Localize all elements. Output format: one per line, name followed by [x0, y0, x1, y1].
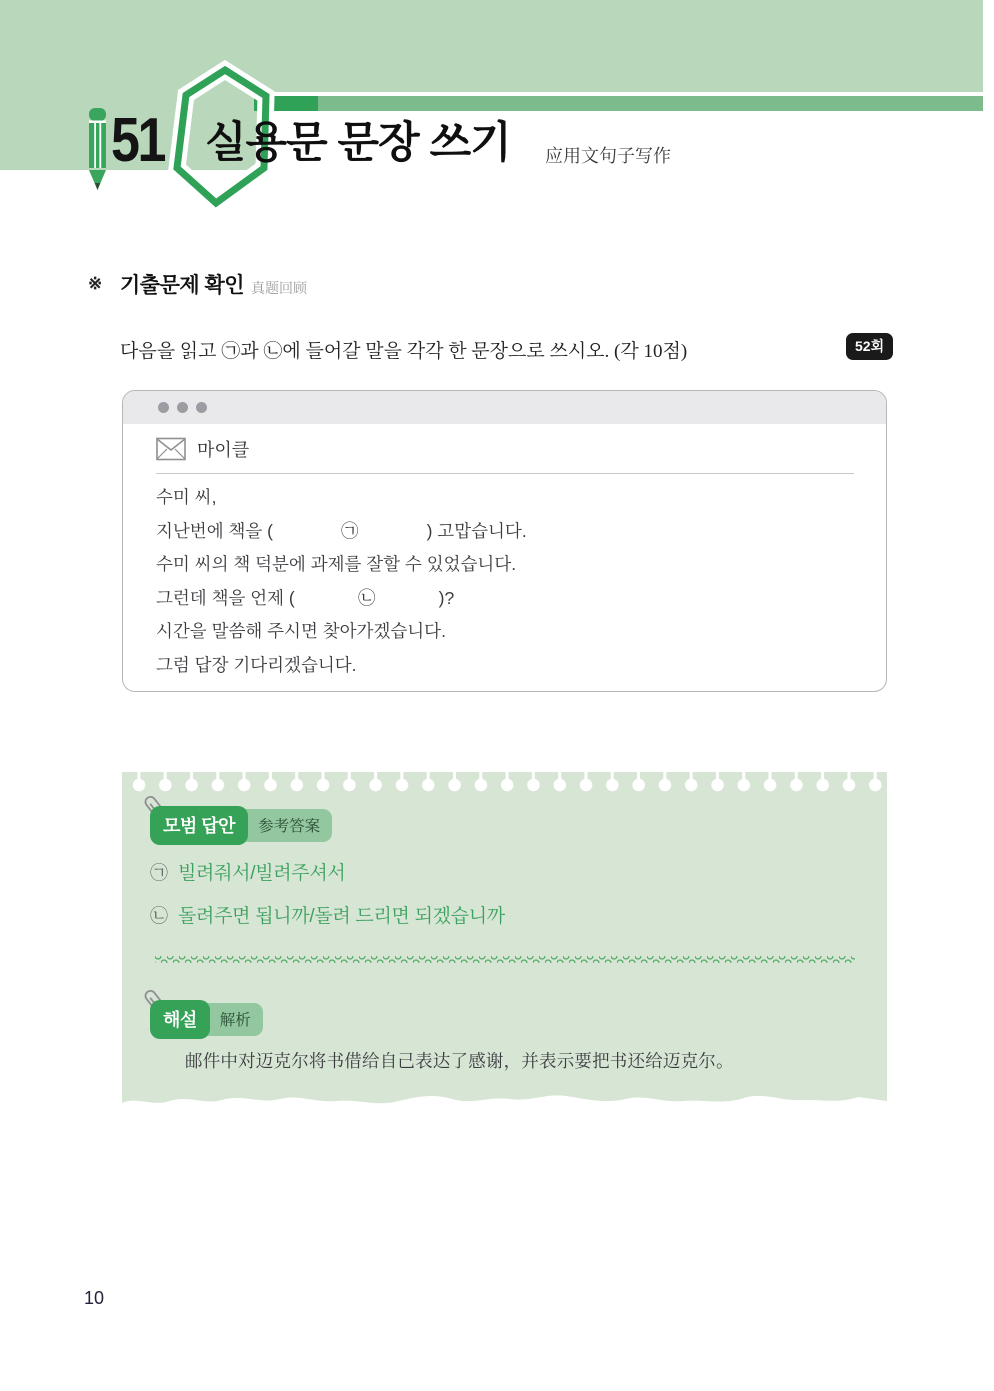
- answer-item: [150, 858, 345, 885]
- wavy-divider: [155, 956, 855, 963]
- email-window-titlebar: [123, 391, 886, 424]
- page-title: 실용문 문장 쓰기: [205, 119, 511, 167]
- email-line: 수미 씨,: [156, 487, 217, 507]
- email-window: [122, 390, 887, 692]
- section-title: 기출문제 확인: [120, 274, 245, 297]
- model-answer-label-chinese: 参考答案: [238, 809, 332, 842]
- window-control-dots: [196, 402, 207, 413]
- answer-text: 빌려줘서/빌려주셔서: [178, 863, 346, 884]
- email-line: 그런데 책을 언제 ( ㉡ )?: [156, 587, 455, 608]
- answer-marker: ㉠: [150, 863, 168, 883]
- email-line: 수미 씨의 책 덕분에 과제를 잘할 수 있었습니다.: [156, 554, 517, 574]
- answer-panel: [122, 772, 887, 1113]
- model-answer-badge-row: [150, 806, 332, 845]
- email-line: 시간을 말씀해 주시면 찾아가겠습니다.: [156, 621, 446, 641]
- explanation-text: 邮件中对迈克尔将书借给自己表达了感谢，并表示要把书还给迈克尔。: [185, 1051, 734, 1071]
- email-line: 그럼 답장 기다리겠습니다.: [156, 654, 357, 675]
- page-subtitle-chinese: 应用文句子写作: [545, 146, 671, 166]
- email-divider: [156, 473, 854, 474]
- header-bar-light-segment: [318, 96, 983, 111]
- perforation-holes: [126, 772, 883, 794]
- explanation-badge-row: [150, 1000, 263, 1039]
- explanation-label-chinese: 解析: [200, 1003, 263, 1036]
- unit-number: 51: [111, 106, 164, 175]
- explanation-label: 해설: [150, 1000, 210, 1039]
- email-sender-row: [156, 436, 249, 462]
- question-text: 다음을 읽고 ㉠과 ㉡에 들어갈 말을 각각 한 문장으로 쓰시오. (각 10점): [120, 341, 688, 362]
- answer-text: 돌려주면 됩니까/돌려 드리면 되겠습니까: [178, 906, 505, 927]
- section-marker: ※: [88, 274, 103, 293]
- model-answer-label: 모범 답안: [150, 806, 248, 845]
- exam-round-badge: 52회: [846, 333, 893, 360]
- answer-marker: ㉡: [150, 906, 168, 926]
- section-subtitle-chinese: 真题回顾: [251, 280, 307, 296]
- email-sender-name: 마이클: [197, 440, 250, 460]
- pencil-icon: [84, 106, 112, 192]
- email-body: [156, 481, 866, 682]
- window-control-dots: [177, 402, 188, 413]
- torn-paper-edge: [122, 1088, 887, 1114]
- window-control-dots: [158, 402, 169, 413]
- page-number: 10: [84, 1288, 105, 1308]
- email-line: 지난번에 책을 ( ㉠ ) 고맙습니다.: [156, 520, 527, 541]
- answer-item: [150, 901, 505, 928]
- envelope-icon: [156, 437, 186, 461]
